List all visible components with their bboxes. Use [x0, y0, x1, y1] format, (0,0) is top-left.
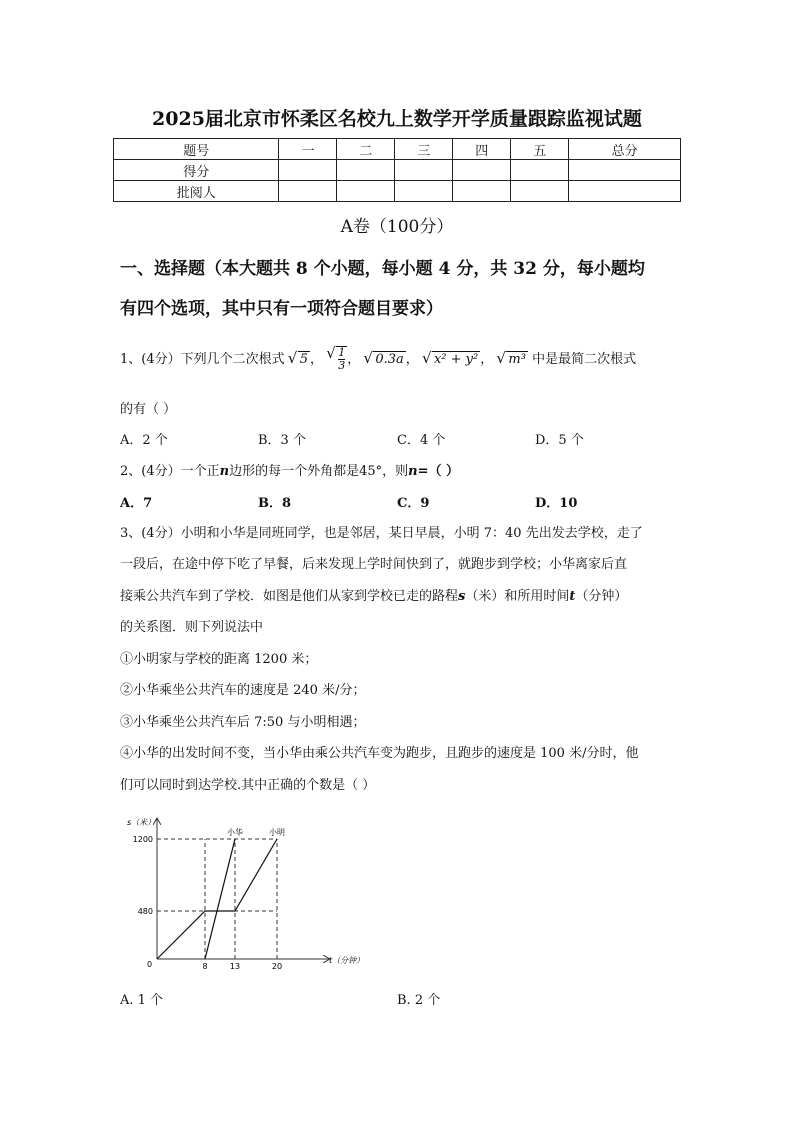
q1-line1	[120, 346, 636, 372]
section1-line2: 有四个选项，其中只有一项符合题目要求）	[120, 299, 443, 319]
distance-time-chart	[110, 808, 380, 983]
table-cell	[511, 160, 569, 181]
q3-option-b[interactable]: B. 2 个	[397, 993, 441, 1008]
table-cell: 题号	[114, 139, 279, 160]
table-cell	[453, 160, 511, 181]
x-tick-label: 13	[229, 962, 241, 971]
q3-statement-1: ①小明家与学校的距离 1200 米；	[120, 652, 318, 667]
fraction-denominator: 3	[338, 359, 346, 372]
fraction-numerator: √ 1	[338, 346, 346, 359]
x-tick-label: 8	[202, 962, 208, 971]
section1-line1: 一、选择题（本大题共 8 个小题，每小题 4 分，共 32 分，每小题均	[120, 259, 645, 279]
page-title: 2025届北京市怀柔区名校九上数学开学质量跟踪监视试题	[152, 108, 642, 130]
table-cell: 批阅人	[114, 181, 279, 202]
q2-variable: n	[219, 464, 230, 479]
radical-3: √ 0.3a	[364, 351, 405, 367]
q2-variable: n	[408, 464, 418, 479]
y-axis-label: s（米）	[127, 818, 156, 827]
table-cell	[395, 181, 453, 202]
series-label: 小华	[227, 828, 243, 837]
radical-1: √ 5	[289, 351, 310, 367]
q3-option-a[interactable]: A. 1 个	[120, 993, 164, 1008]
score-table-row	[114, 160, 681, 181]
q3-line3-text: （米）和所用时间	[465, 589, 570, 604]
q3-line2: 一段后，在途中停下吃了早餐，后来发现上学时间快到了，就跑步到学校；小华离家后直	[120, 557, 628, 572]
q1-prefix: 1、(4分）下列几个二次根式	[120, 352, 285, 367]
table-cell: 总分	[569, 139, 681, 160]
q3-variable-s: s	[458, 589, 466, 604]
table-cell	[511, 181, 569, 202]
table-cell: 一	[279, 139, 337, 160]
score-table-row	[114, 181, 681, 202]
q1-option-b[interactable]: B．3 个	[258, 433, 306, 448]
series-line	[157, 839, 277, 959]
table-cell: 二	[337, 139, 395, 160]
q2-text-b: 边形的每一个外角都是45°，则	[229, 464, 409, 479]
origin-label: 0	[147, 960, 153, 969]
q3-line4: 的关系图．则下列说法中	[120, 620, 264, 635]
q3-statement-3: ③小华乘坐公共汽车后 7:50 与小明相遇；	[120, 715, 366, 730]
x-axis-label: t（分钟）	[329, 956, 365, 965]
radical-4: √ x² + y²	[423, 351, 480, 367]
table-cell	[569, 181, 681, 202]
table-cell	[395, 160, 453, 181]
q1-line2: 的有（ ）	[120, 402, 177, 417]
table-cell: 五	[511, 139, 569, 160]
q1-option-c[interactable]: C．4 个	[397, 433, 446, 448]
separator: ，	[480, 352, 494, 367]
q2-option-b[interactable]: B．8	[258, 496, 292, 511]
table-cell	[453, 181, 511, 202]
q2-option-a[interactable]: A．7	[120, 496, 153, 511]
q1-option-d[interactable]: D．5 个	[535, 433, 584, 448]
separator: ，	[405, 352, 419, 367]
score-table	[113, 138, 681, 202]
q3-statement-2: ②小华乘坐公共汽车的速度是 240 米/分；	[120, 683, 366, 698]
separator: ，	[347, 352, 361, 367]
q3-line3	[120, 585, 627, 604]
q3-line3-text: 接乘公共汽车到了学校．如图是他们从家到学校已走的路程	[120, 589, 459, 604]
table-cell	[569, 160, 681, 181]
y-tick-label: 480	[137, 907, 153, 916]
series-label: 小明	[269, 828, 285, 837]
q2-line	[120, 460, 459, 479]
series-line	[205, 839, 235, 959]
x-tick-label: 20	[271, 962, 283, 971]
q1-option-a[interactable]: A．2 个	[120, 433, 168, 448]
section-a-heading: A卷（100分）	[340, 217, 454, 237]
table-cell	[337, 160, 395, 181]
table-cell	[279, 160, 337, 181]
y-tick-label: 1200	[132, 835, 153, 844]
table-cell: 四	[453, 139, 511, 160]
table-cell	[279, 181, 337, 202]
table-cell	[337, 181, 395, 202]
q3-line1: 3、(4分）小明和小华是同班同学，也是邻居，某日早晨，小明 7：40 先出发去学校，走了	[120, 526, 643, 541]
q2-option-c[interactable]: C．9	[397, 496, 430, 511]
q3-variable-t: t	[569, 589, 576, 604]
table-cell: 得分	[114, 160, 279, 181]
q3-statement-4-line1: ④小华的出发时间不变，当小华由乘公共汽车变为跑步，且跑步的速度是 100 米/分时，他	[120, 746, 639, 761]
q2-text-c: =（ ）	[417, 464, 459, 479]
separator: ，	[310, 352, 324, 367]
q3-line3-text: （分钟）	[575, 589, 628, 604]
q2-text-a: 2、(4分）一个正	[120, 464, 220, 479]
radical-2	[327, 346, 347, 372]
score-table-header-row	[114, 139, 681, 160]
radical-5: √ m³	[497, 351, 528, 367]
q1-suffix: 中是最简二次根式	[532, 352, 637, 367]
q2-option-d[interactable]: D．10	[535, 496, 578, 511]
q3-statement-4-line2: 们可以同时到达学校.其中正确的个数是（ ）	[120, 778, 376, 793]
table-cell: 三	[395, 139, 453, 160]
